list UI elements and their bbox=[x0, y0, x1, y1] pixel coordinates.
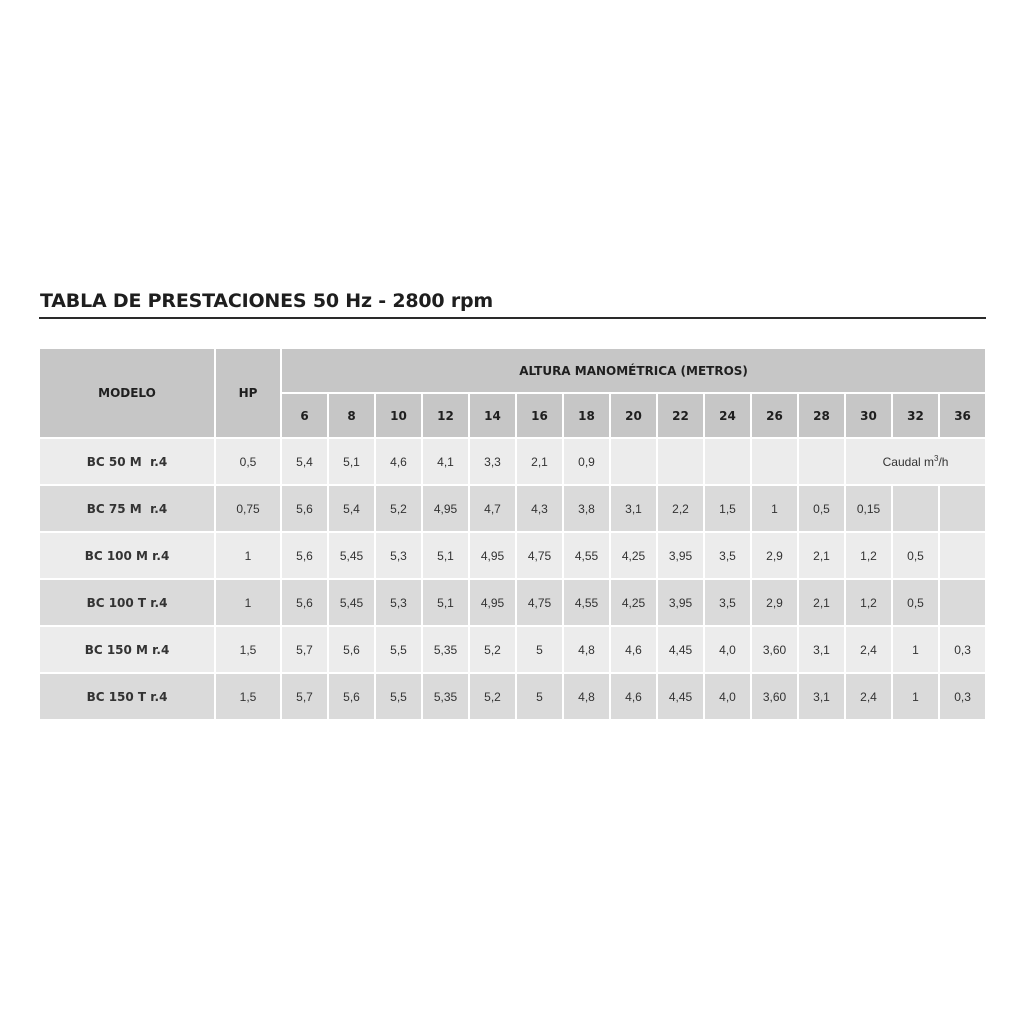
value-cell: 5,6 bbox=[328, 626, 375, 673]
value-cell: 5,4 bbox=[328, 485, 375, 532]
value-cell: 1 bbox=[892, 673, 939, 720]
value-cell: 4,7 bbox=[469, 485, 516, 532]
note-suffix: /h bbox=[938, 455, 949, 469]
note-text: Caudal m bbox=[882, 455, 934, 469]
table-row bbox=[39, 485, 986, 532]
value-cell: 0,9 bbox=[563, 438, 610, 485]
table-row bbox=[39, 532, 986, 579]
value-cell bbox=[610, 438, 657, 485]
value-cell: 5,5 bbox=[375, 626, 422, 673]
value-cell: 4,95 bbox=[469, 579, 516, 626]
value-cell: 5,7 bbox=[281, 673, 328, 720]
value-cell: 5,7 bbox=[281, 626, 328, 673]
value-cell: 5,6 bbox=[328, 673, 375, 720]
value-cell: 5,5 bbox=[375, 673, 422, 720]
header-height-28: 28 bbox=[798, 393, 845, 438]
table-row bbox=[39, 579, 986, 626]
header-height-22: 22 bbox=[657, 393, 704, 438]
value-cell: 1,2 bbox=[845, 532, 892, 579]
value-cell: 0,3 bbox=[939, 673, 986, 720]
value-cell: 4,95 bbox=[469, 532, 516, 579]
value-cell: 5,2 bbox=[469, 673, 516, 720]
value-cell: 0,15 bbox=[845, 485, 892, 532]
value-cell bbox=[657, 438, 704, 485]
value-cell: 3,8 bbox=[563, 485, 610, 532]
value-cell: 2,9 bbox=[751, 579, 798, 626]
value-cell: 4,3 bbox=[516, 485, 563, 532]
value-cell: 3,1 bbox=[798, 626, 845, 673]
value-cell: 3,60 bbox=[751, 673, 798, 720]
value-cell bbox=[704, 438, 751, 485]
value-cell: 4,75 bbox=[516, 532, 563, 579]
value-cell bbox=[939, 532, 986, 579]
header-height-24: 24 bbox=[704, 393, 751, 438]
value-cell: 2,1 bbox=[798, 579, 845, 626]
header-height-30: 30 bbox=[845, 393, 892, 438]
value-cell: 4,45 bbox=[657, 673, 704, 720]
value-cell: 0,5 bbox=[892, 579, 939, 626]
value-cell: 4,55 bbox=[563, 532, 610, 579]
value-cell: 5,1 bbox=[422, 579, 469, 626]
value-cell: 5,2 bbox=[375, 485, 422, 532]
value-cell: 1,5 bbox=[704, 485, 751, 532]
value-cell: 4,6 bbox=[610, 626, 657, 673]
value-cell: 4,75 bbox=[516, 579, 563, 626]
note-superscript: 3 bbox=[934, 454, 939, 463]
value-cell: 4,25 bbox=[610, 532, 657, 579]
value-cell: 5,45 bbox=[328, 579, 375, 626]
value-cell: 5,3 bbox=[375, 579, 422, 626]
value-cell: 4,1 bbox=[422, 438, 469, 485]
performance-table bbox=[38, 347, 987, 721]
header-height-10: 10 bbox=[375, 393, 422, 438]
hp-cell: 1,5 bbox=[215, 673, 281, 720]
page-title: TABLA DE PRESTACIONES 50 Hz - 2800 rpm bbox=[40, 290, 494, 312]
value-cell: 3,5 bbox=[704, 579, 751, 626]
header-height-18: 18 bbox=[563, 393, 610, 438]
model-cell: BC 150 M r.4 bbox=[39, 626, 215, 673]
value-cell: 5,35 bbox=[422, 626, 469, 673]
hp-cell: 0,75 bbox=[215, 485, 281, 532]
value-cell: 5,1 bbox=[422, 532, 469, 579]
value-cell: 5,2 bbox=[469, 626, 516, 673]
value-cell: 1 bbox=[751, 485, 798, 532]
hp-cell: 0,5 bbox=[215, 438, 281, 485]
value-cell: 5,45 bbox=[328, 532, 375, 579]
model-cell: BC 150 T r.4 bbox=[39, 673, 215, 720]
value-cell: 4,25 bbox=[610, 579, 657, 626]
table-row bbox=[39, 438, 986, 485]
value-cell: 2,1 bbox=[516, 438, 563, 485]
header-height-26: 26 bbox=[751, 393, 798, 438]
value-cell: 4,6 bbox=[375, 438, 422, 485]
value-cell: 3,60 bbox=[751, 626, 798, 673]
value-cell: 5,4 bbox=[281, 438, 328, 485]
value-cell: 2,1 bbox=[798, 532, 845, 579]
value-cell: 2,4 bbox=[845, 673, 892, 720]
value-cell: 5 bbox=[516, 626, 563, 673]
table-body bbox=[39, 438, 986, 720]
value-cell: 4,8 bbox=[563, 673, 610, 720]
value-cell: 3,1 bbox=[798, 673, 845, 720]
header-height-12: 12 bbox=[422, 393, 469, 438]
title-rule bbox=[39, 317, 986, 319]
value-cell: 2,2 bbox=[657, 485, 704, 532]
value-cell: 0,5 bbox=[798, 485, 845, 532]
header-height-32: 32 bbox=[892, 393, 939, 438]
model-cell: BC 50 M r.4 bbox=[39, 438, 215, 485]
value-cell: 5,6 bbox=[281, 532, 328, 579]
header-height-36: 36 bbox=[939, 393, 986, 438]
value-cell: 2,9 bbox=[751, 532, 798, 579]
value-cell: 3,95 bbox=[657, 532, 704, 579]
hp-cell: 1 bbox=[215, 532, 281, 579]
value-cell: 4,6 bbox=[610, 673, 657, 720]
header-height-16: 16 bbox=[516, 393, 563, 438]
hp-cell: 1,5 bbox=[215, 626, 281, 673]
value-cell bbox=[939, 579, 986, 626]
value-cell: 4,8 bbox=[563, 626, 610, 673]
value-cell: 5,35 bbox=[422, 673, 469, 720]
value-cell: 4,0 bbox=[704, 673, 751, 720]
flow-unit-note bbox=[845, 438, 986, 485]
value-cell: 3,5 bbox=[704, 532, 751, 579]
value-cell: 3,1 bbox=[610, 485, 657, 532]
value-cell: 5,6 bbox=[281, 485, 328, 532]
header-height-20: 20 bbox=[610, 393, 657, 438]
value-cell: 0,5 bbox=[892, 532, 939, 579]
value-cell: 5 bbox=[516, 673, 563, 720]
value-cell: 4,0 bbox=[704, 626, 751, 673]
header-height-8: 8 bbox=[328, 393, 375, 438]
value-cell: 4,95 bbox=[422, 485, 469, 532]
header-height-6: 6 bbox=[281, 393, 328, 438]
value-cell: 4,55 bbox=[563, 579, 610, 626]
header-model: MODELO bbox=[39, 348, 215, 438]
value-cell bbox=[939, 485, 986, 532]
value-cell: 5,6 bbox=[281, 579, 328, 626]
value-cell: 2,4 bbox=[845, 626, 892, 673]
value-cell: 5,1 bbox=[328, 438, 375, 485]
value-cell: 5,3 bbox=[375, 532, 422, 579]
value-cell: 3,95 bbox=[657, 579, 704, 626]
value-cell: 4,45 bbox=[657, 626, 704, 673]
value-cell: 3,3 bbox=[469, 438, 516, 485]
value-cell: 0,3 bbox=[939, 626, 986, 673]
table-row bbox=[39, 626, 986, 673]
value-cell: 1,2 bbox=[845, 579, 892, 626]
model-cell: BC 75 M r.4 bbox=[39, 485, 215, 532]
model-cell: BC 100 M r.4 bbox=[39, 532, 215, 579]
header-height-14: 14 bbox=[469, 393, 516, 438]
model-cell: BC 100 T r.4 bbox=[39, 579, 215, 626]
value-cell bbox=[892, 485, 939, 532]
header-altura-group: ALTURA MANOMÉTRICA (METROS) bbox=[281, 348, 986, 393]
value-cell bbox=[798, 438, 845, 485]
value-cell bbox=[751, 438, 798, 485]
hp-cell: 1 bbox=[215, 579, 281, 626]
value-cell: 1 bbox=[892, 626, 939, 673]
table-row bbox=[39, 673, 986, 720]
header-hp: HP bbox=[215, 348, 281, 438]
